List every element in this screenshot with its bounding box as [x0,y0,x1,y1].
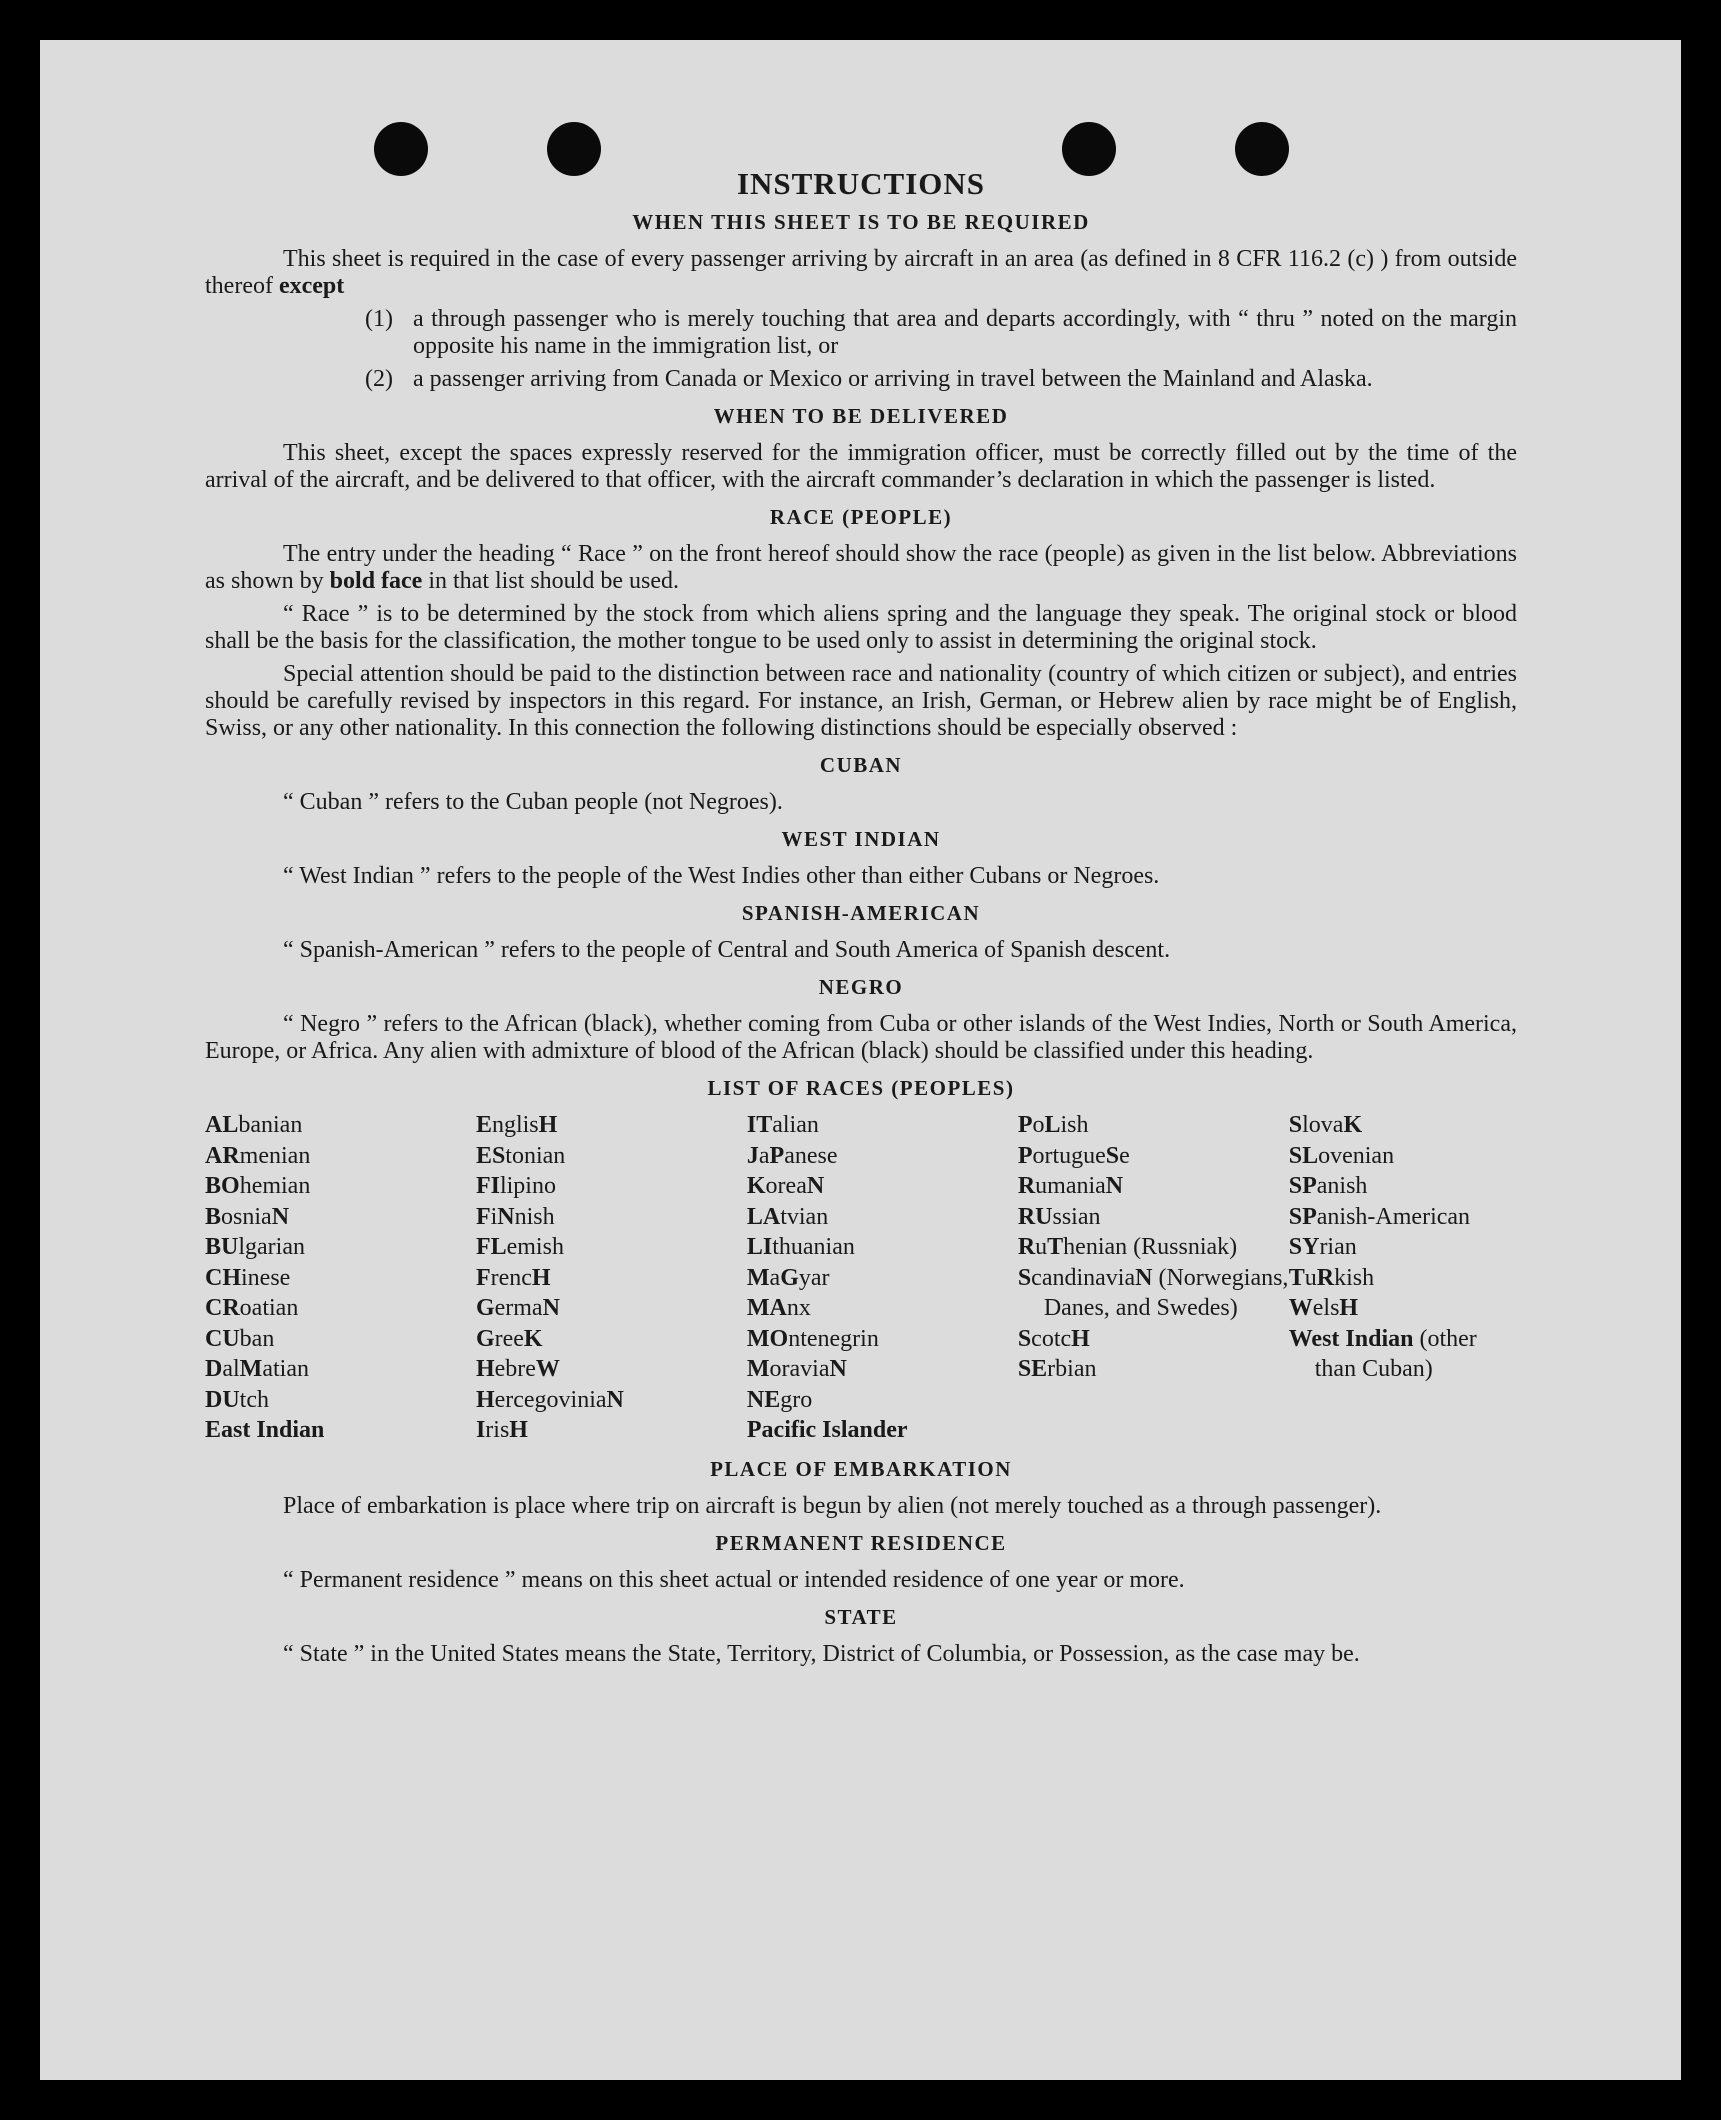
race-entry: KoreaN [746,1173,825,1199]
race-entry: West Indian (other than Cuban) [1288,1325,1477,1382]
race-entry: CUban [205,1325,275,1352]
race-entry: PoLish [1017,1112,1089,1138]
section-heading-state: STATE [824,1604,898,1629]
section-heading-when-required: WHEN THIS SHEET IS TO BE REQUIRED [632,210,1090,234]
section-heading-negro: NEGRO [818,975,904,999]
race-p1-bold: bold face [329,568,423,594]
race-entry: BUlgarian [205,1234,305,1260]
race-entry: SlovaK [1288,1112,1363,1138]
race-entry: LAtvian [746,1203,829,1230]
punch-hole [374,122,428,176]
race-entry: IrisH [475,1417,528,1443]
item-number: (1) [365,306,393,332]
race-entry: HercegoviniaN [475,1386,624,1413]
race-paragraph-1 [205,541,1517,595]
race-entry: ARmenian [205,1142,311,1169]
intro-except: except [278,273,345,299]
races-column-2 [476,1110,747,1446]
races-column-5 [1289,1110,1517,1446]
race-entry: ALbanian [205,1112,303,1138]
race-entry: SErbian [1017,1356,1097,1382]
race-entry: Pacific Islander [746,1417,908,1443]
races-column-4 [1018,1110,1289,1446]
race-entry: GreeK [475,1325,543,1352]
race-entry: DalMatian [205,1356,309,1382]
race-entry: LIthuanian [746,1234,855,1260]
residence-definition: “ Permanent residence ” means on this sheet actual or intended residence of one year or more. [283,1566,1185,1593]
race-entry: FIlipino [475,1173,556,1199]
punch-hole [547,122,601,176]
item-text: a passenger arriving from Canada or Mexico or arriving in travel between the Mainland and Alaska. [413,366,1373,392]
race-entry: MaGyar [746,1264,830,1291]
exception-item [365,306,1517,360]
race-entry: HebreW [475,1356,560,1382]
west-indian-definition: “ West Indian ” refers to the people of the West Indies other than either Cubans or Negroes. [283,863,1160,889]
race-entry: ScandinaviaN (Norwegians, Danes, and Swedes) [1017,1264,1289,1321]
race-entry: RumaniaN [1017,1173,1124,1199]
race-entry: MoraviaN [746,1356,847,1382]
race-entry: RuThenian (Russniak) [1017,1234,1238,1260]
embarkation-text: Place of embarkation is place where trip on aircraft is begun by alien (not merely touched as a through passenger). [283,1492,1382,1519]
when-required-intro [205,246,1517,300]
cuban-definition: “ Cuban ” refers to the Cuban people (not Negroes). [283,789,783,815]
races-list [205,1110,1517,1446]
race-paragraph-3: Special attention should be paid to the distinction between race and nationality (country of which citizen or subject), and entries should be carefully revised by inspectors in this regard. For instance, an Irish, German, or Hebrew alien by race might be of English, Swiss, or any other nationality. In this connection the following distinctions should be especially observed : [205,661,1517,741]
section-heading-spanish-american: SPANISH-AMERICAN [741,901,981,925]
race-entry: SPanish [1288,1173,1368,1199]
spanish-american-definition: “ Spanish-American ” refers to the people of Central and South America of Spanish descent. [283,937,1171,963]
race-entry: MOntenegrin [746,1325,879,1352]
section-heading-cuban: CUBAN [819,753,903,777]
race-entry: NEgro [746,1386,813,1413]
item-number: (2) [365,366,393,392]
race-entry: CRoatian [205,1295,299,1321]
intro-text: This sheet is required in the case of every passenger arriving by aircraft in an area (as defined in 8 CFR 116.2 (c) ) from outside thereof [205,246,1517,299]
punch-hole [1062,122,1116,176]
race-entry: SLovenian [1288,1142,1395,1169]
race-entry: EnglisH [475,1112,558,1138]
race-entry: PortugueSe [1017,1142,1130,1169]
exception-item [365,366,1517,393]
race-entry: SYrian [1288,1234,1357,1260]
section-heading-embarkation: PLACE OF EMBARKATION [710,1456,1012,1481]
when-delivered-text: This sheet, except the spaces expressly reserved for the immigration officer, must be correctly filled out by the time of the arrival of the aircraft, and be delivered to that officer, with the aircraft commander’s declaration in which the passenger is listed. [205,440,1517,493]
race-entry: ITalian [746,1112,819,1138]
item-text: a through passenger who is merely touching that area and departs accordingly, with “ thru ” noted on the margin opposite his name in the immigration list, or [413,306,1517,359]
race-entry: DUtch [205,1386,269,1413]
race-entry: CHinese [205,1264,291,1291]
race-entry: EStonian [475,1142,566,1169]
race-entry: JaPanese [746,1142,838,1169]
race-entry: WelsH [1288,1295,1359,1321]
section-heading-race: RACE (PEOPLE) [769,505,953,529]
section-heading-list-of-races: LIST OF RACES (PEOPLES) [707,1076,1015,1100]
race-entry: TuRkish [1288,1264,1375,1291]
race-entry: SPanish-American [1288,1203,1471,1230]
race-entry: BosniaN [205,1203,290,1230]
race-entry: BOhemian [205,1173,311,1199]
races-column-1 [205,1110,476,1446]
race-entry: ScotcH [1017,1325,1090,1352]
race-entry: GermaN [475,1295,560,1321]
race-p1-end: in that list should be used. [422,568,679,594]
race-entry: RUssian [1017,1203,1101,1230]
section-heading-when-delivered: WHEN TO BE DELIVERED [713,404,1009,428]
race-entry: FiNnish [475,1203,555,1230]
section-heading-residence: PERMANENT RESIDENCE [715,1530,1007,1555]
race-entry: FrencH [475,1264,551,1291]
race-entry: FLemish [475,1234,564,1260]
section-heading-west-indian: WEST INDIAN [781,827,941,851]
race-paragraph-2: “ Race ” is to be determined by the stock from which aliens spring and the language they speak. The original stock or blood shall be the basis for the classification, the mother tongue to be used only to assist in determining the original stock. [205,601,1517,654]
punch-hole [1235,122,1289,176]
state-definition: “ State ” in the United States means the State, Territory, District of Columbia, or Possession, as the case may be. [283,1640,1360,1667]
negro-definition: “ Negro ” refers to the African (black), whether coming from Cuba or other islands of the West Indies, North or South America, Europe, or Africa. Any alien with admixture of blood of the African (black) should be classified under this heading. [205,1011,1517,1064]
race-entry: East Indian [205,1417,325,1443]
instructions-content [205,166,1517,1674]
page-title: INSTRUCTIONS [736,166,985,201]
races-column-3 [747,1110,1018,1446]
race-entry: MAnx [746,1295,811,1321]
race-p1-start: The entry under the heading “ Race ” on the front hereof should show the race (people) as given in the list below. Abbreviations as shown by [205,541,1517,594]
